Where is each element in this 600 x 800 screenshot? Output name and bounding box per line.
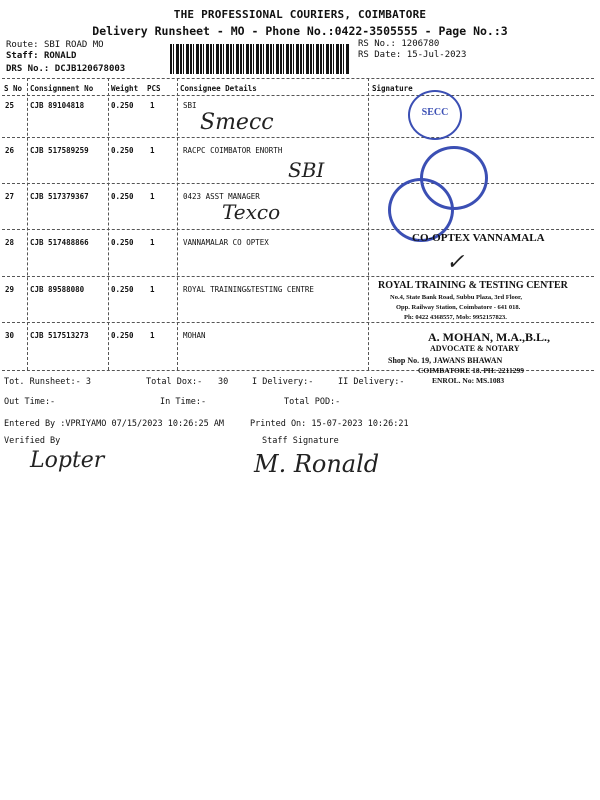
row-27-sno: 27 [5,192,15,201]
table-top-rule [2,78,594,79]
table-header-rule [2,95,594,96]
col-weight: Weight [111,84,139,93]
i-delivery: I Delivery:- [252,377,314,387]
row-25-handwriting: Smecc [200,110,274,135]
row-rule [2,229,594,230]
printed-on: Printed On: 15-07-2023 10:26:21 [250,419,409,429]
row-27-weight: 0.250 [111,192,134,201]
row-29-weight: 0.250 [111,285,134,294]
row-29-sno: 29 [5,285,15,294]
col-sno: S No [4,84,23,93]
royal-stamp-line2: No.4, State Bank Road, Subbu Plaza, 3rd Floor, [390,294,522,301]
row-25-sno: 25 [5,101,15,110]
verified-by-label: Verified By [4,436,61,446]
row-25-pcs: 1 [150,101,155,110]
col-signature: Signature [372,84,413,93]
col-sep-2 [108,78,109,370]
mohan-stamp-line1: A. MOHAN, M.A.,B.L., [428,330,550,344]
row-29-consignee: ROYAL TRAINING&TESTING CENTRE [183,285,314,294]
row-30-weight: 0.250 [111,331,134,340]
col-sep-4 [368,78,369,370]
mohan-stamp-line2: ADVOCATE & NOTARY [430,344,520,353]
row-27-consignment: CJB 517379367 [30,192,89,201]
verified-signature: Lopter [30,448,105,473]
total-runsheet: Tot. Runsheet:- 3 [4,377,91,387]
rs-date-label: RS Date: [358,50,402,60]
row-rule [2,137,594,138]
row-rule [2,322,594,323]
row-26-consignee: RACPC COIMBATOR ENORTH [183,146,283,155]
col-consignee: Consignee Details [180,84,257,93]
row-26-consignment: CJB 517589259 [30,146,89,155]
rs-no-line [358,39,439,49]
staff-signature-label: Staff Signature [262,436,339,446]
total-dox-label: Total Dox:- [146,377,203,387]
row-25-weight: 0.250 [111,101,134,110]
row-26-sno: 26 [5,146,15,155]
row-28-consignment: CJB 517488866 [30,238,89,247]
route-label: Route: [6,40,39,50]
row-26-pcs: 1 [150,146,155,155]
royal-stamp-line4: Ph: 0422 4368557, Mob: 9952157823. [404,314,507,321]
row-29-consignment: CJB 89588080 [30,285,85,294]
row-30-consignee: MOHAN [183,331,206,340]
route-line [6,40,104,50]
staff-label: Staff: [6,51,39,61]
row-27-pcs: 1 [150,192,155,201]
rs-no-label: RS No.: [358,39,396,49]
mohan-stamp-line5: ENROL. No: MS.1083 [432,376,505,385]
staff-value: RONALD [43,51,77,61]
col-sep-1 [27,78,28,370]
row-rule [2,183,594,184]
row-30-pcs: 1 [150,331,155,340]
drs-label: DRS No.: [6,64,50,74]
secc-stamp-text: SECC [421,107,449,118]
mohan-stamp-line3: Shop No. 19, JAWANS BHAWAN [388,356,503,365]
row-26-weight: 0.250 [111,146,134,155]
rs-date-line [358,50,466,60]
secc-stamp [408,90,462,140]
royal-stamp-line3: Opp. Railway Station, Coimbatore - 641 018. [396,304,521,311]
col-pcs: PCS [147,84,161,93]
entered-by: Entered By :VPRIYAMO 07/15/2023 10:26:25 AM [4,419,225,429]
row-26-handwriting: SBI [288,158,325,182]
royal-stamp-line1: ROYAL TRAINING & TESTING CENTER [378,280,568,291]
row-30-sno: 30 [5,331,15,340]
row-27-handwriting: Texco [222,200,281,224]
staff-signature: M. Ronald [254,450,380,478]
row-25-consignment: CJB 89104818 [30,101,85,110]
staff-line [6,51,76,61]
mohan-stamp-line4: COIMBATORE 18. PH: 2211299 [418,366,524,375]
out-time: Out Time:- [4,397,56,407]
col-sep-3 [177,78,178,370]
optex-signature: ✓ [446,250,465,275]
optex-stamp: CO-OPTEX VANNAMALA [412,232,545,244]
row-25-consignee: SBI [183,101,197,110]
row-28-sno: 28 [5,238,15,247]
total-dox-value: 30 [218,377,229,387]
row-30-consignment: CJB 517513273 [30,331,89,340]
route-value: SBI ROAD MO [43,40,104,50]
row-28-weight: 0.250 [111,238,134,247]
rs-no-value: 1206780 [401,39,440,49]
rs-date-value: 15-Jul-2023 [406,50,467,60]
total-pod: Total POD:- [284,397,341,407]
in-time: In Time:- [160,397,207,407]
company-title: THE PROFESSIONAL COURIERS, COIMBATORE [173,8,427,21]
row-27-consignee: 0423 ASST MANAGER [183,192,260,201]
barcode [170,44,350,74]
row-28-pcs: 1 [150,238,155,247]
drs-value: DCJB120678003 [54,64,126,74]
drs-line [6,64,125,74]
runsheet-subtitle: Delivery Runsheet - MO - Phone No.:0422-3505555 - Page No.:3 [92,24,508,38]
row-29-pcs: 1 [150,285,155,294]
col-consignment: Consignment No [30,84,94,93]
row-rule [2,276,594,277]
row-28-consignee: VANNAMALAR CO OPTEX [183,238,269,247]
ii-delivery: II Delivery:- [338,377,405,387]
